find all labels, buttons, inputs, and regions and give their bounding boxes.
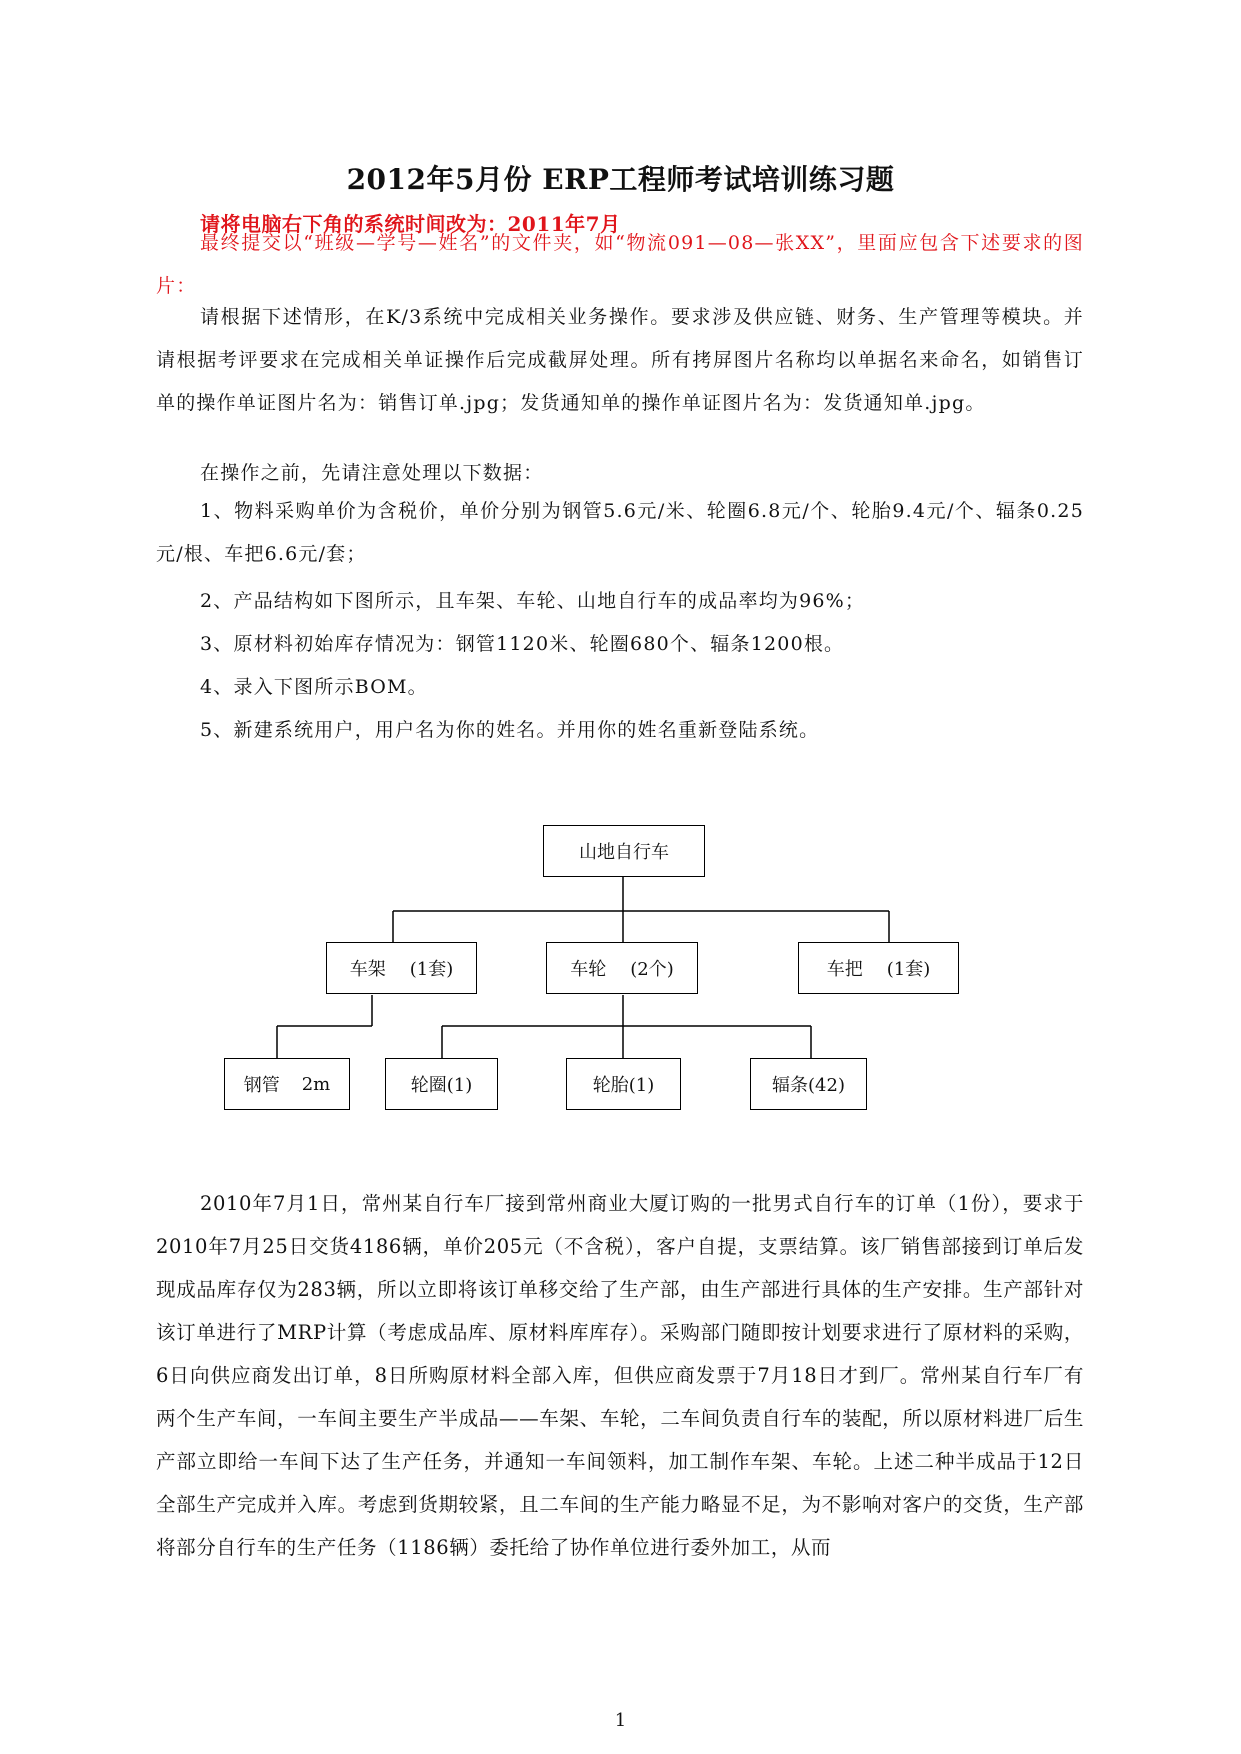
bom-node-frame — [326, 942, 477, 994]
notice-system-time: 请将电脑右下角的系统时间改为：2011年7月 — [200, 212, 621, 236]
bom-node-tire-name: 轮胎(1) — [592, 1075, 655, 1096]
list-item-5: 5、新建系统用户，用户名为你的姓名。并用你的姓名重新登陆系统。 — [200, 719, 820, 741]
bom-node-steel-tube-name: 钢管 — [243, 1075, 280, 1096]
bom-node-spoke — [750, 1058, 867, 1110]
bom-node-rim — [385, 1058, 498, 1110]
list-item-1: 1、物料采购单价为含税价，单价分别为钢管5.6元/米、轮圈6.8元/个、轮胎9.4元/个、辐条0.25元/根、车把6.6元/套； — [156, 500, 1084, 565]
list-item-3: 3、原材料初始库存情况为：钢管1120米、轮圈680个、辐条1200根。 — [200, 633, 845, 655]
bom-node-root — [543, 825, 705, 877]
bom-node-wheel-name: 车轮 — [570, 959, 607, 980]
bom-node-spoke-name: 辐条(42) — [772, 1075, 845, 1096]
before-operations-text: 在操作之前，先请注意处理以下数据： — [200, 462, 544, 484]
bom-node-handlebar-qty: (1套) — [886, 959, 931, 980]
bom-node-steel-tube — [224, 1058, 350, 1110]
intro-paragraph: 请根据下述情形，在K/3系统中完成相关业务操作。要求涉及供应链、财务、生产管理等模块。并请根据考评要求在完成相关单证操作后完成截屏处理。所有拷屏图片名称均以单据名来命名，如销售订单的操作单证图片名为：销售订单.jpg；发货通知单的操作单证图片名为：发货通知单.jpg。 — [156, 306, 1084, 414]
bom-node-frame-qty: (1套) — [409, 959, 454, 980]
bom-node-tire — [566, 1058, 681, 1110]
bom-node-handlebar — [798, 942, 959, 994]
bom-node-rim-name: 轮圈(1) — [410, 1075, 473, 1096]
page-number: 1 — [614, 1710, 627, 1731]
page-title: 2012年5月份 ERP工程师考试培训练习题 — [346, 163, 895, 196]
bom-node-handlebar-name: 车把 — [826, 959, 863, 980]
bom-node-root-label: 山地自行车 — [579, 842, 669, 863]
bom-node-wheel-qty: (2个) — [630, 959, 674, 980]
notice-submission: 最终提交以“班级—学号—姓名”的文件夹，如“物流091—08—张XX”，里面应包含下述要求的图片： — [156, 232, 1084, 297]
case-story-paragraph: 2010年7月1日，常州某自行车厂接到常州商业大厦订购的一批男式自行车的订单（1份），要求于2010年7月25日交货4186辆，单价205元（不含税），客户自提，支票结算。该厂销售部接到订单后发现成品库存仅为283辆，所以立即将该订单移交给了生产部，由生产部进行具体的生产安排。生产部针对该订单进行了MRP计算（考虑成品库、原材料库库存）。采购部门随即按计划要求进行了原材料的采购，6日向供应商发出订单，8日所购原材料全部入库，但供应商发票于7月18日才到厂。常州某自行车厂有两个生产车间，一车间主要生产半成品——车架、车轮，二车间负责自行车的装配，所以原材料进厂后生产部立即给一车间下达了生产任务，并通知一车间领料，加工制作车架、车轮。上述二种半成品于12日全部生产完成并入库。考虑到货期较紧，且二车间的生产能力略显不足，为不影响对客户的交货，生产部将部分自行车的生产任务（1186辆）委托给了协作单位进行委外加工，从而 — [156, 1192, 1084, 1559]
bom-node-wheel — [546, 942, 698, 994]
list-item-2: 2、产品结构如下图所示，且车架、车轮、山地自行车的成品率均为96%； — [200, 590, 866, 612]
bom-node-steel-tube-qty: 2m — [301, 1073, 331, 1095]
list-item-4: 4、录入下图所示BOM。 — [200, 676, 428, 698]
bom-node-frame-name: 车架 — [349, 959, 386, 980]
